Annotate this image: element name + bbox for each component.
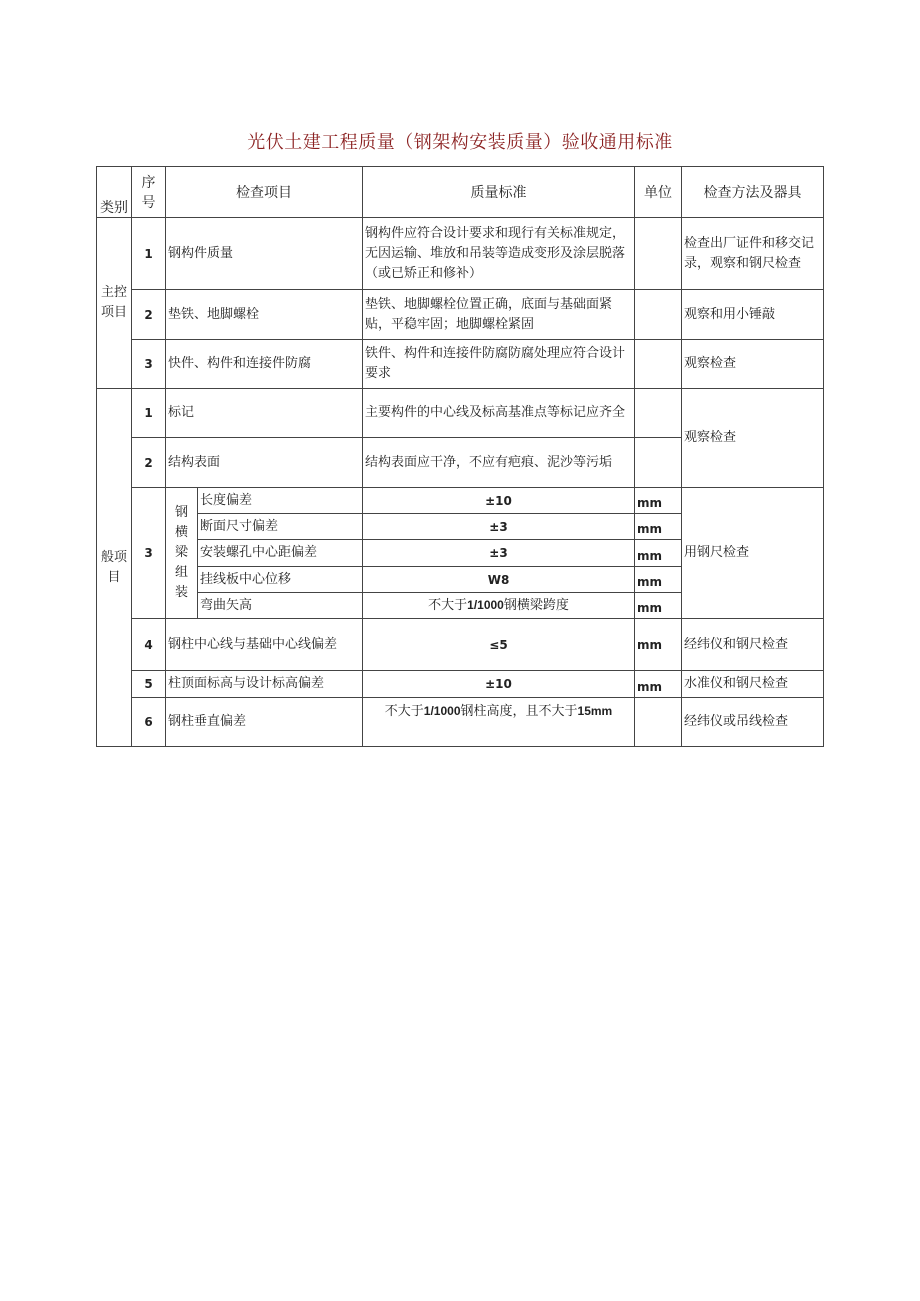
sub-item-cell: 长度偏差 bbox=[198, 488, 363, 514]
unit-cell: mm bbox=[635, 671, 682, 698]
seq-cell: 3 bbox=[132, 340, 166, 389]
sub-item-cell: 弯曲矢高 bbox=[198, 593, 363, 619]
item-cell: 垫铁、地脚螺栓 bbox=[166, 290, 363, 340]
unit-cell: mm bbox=[635, 567, 682, 593]
header-unit: 单位 bbox=[635, 167, 682, 218]
unit-cell: mm bbox=[635, 488, 682, 514]
table-row bbox=[97, 698, 824, 747]
item-cell: 快件、构件和连接件防腐 bbox=[166, 340, 363, 389]
unit-cell bbox=[635, 218, 682, 290]
standard-cell bbox=[363, 698, 635, 747]
unit-cell bbox=[635, 340, 682, 389]
table-row bbox=[97, 218, 824, 290]
header-item: 检查项目 bbox=[166, 167, 363, 218]
unit-cell bbox=[635, 290, 682, 340]
category-main bbox=[97, 218, 132, 389]
document-title: 光伏土建工程质量（钢架构安装质量）验收通用标准 bbox=[247, 132, 673, 153]
standard-cell: 铁件、构件和连接件防腐防腐处理应符合设计要求 bbox=[363, 340, 635, 389]
standard-cell: 结构表面应干净，不应有疤痕、泥沙等污垢 bbox=[363, 438, 635, 488]
item-cell: 柱顶面标高与设计标高偏差 bbox=[166, 671, 363, 698]
standard-cell: 垫铁、地脚螺栓位置正确，底面与基础面紧贴，平稳牢固；地脚螺栓紧固 bbox=[363, 290, 635, 340]
method-cell: 观察和用小锤敲 bbox=[682, 290, 824, 340]
item-cell: 标记 bbox=[166, 389, 363, 438]
item-cell: 结构表面 bbox=[166, 438, 363, 488]
standard-text: 钢柱高度，且不大于 bbox=[460, 704, 578, 719]
item-cell: 钢柱垂直偏差 bbox=[166, 698, 363, 747]
unit-cell bbox=[635, 438, 682, 488]
seq-cell: 2 bbox=[132, 438, 166, 488]
standard-cell: ≤5 bbox=[363, 619, 635, 671]
category-general-line1: 般项 bbox=[100, 549, 127, 565]
header-seq-top: 序 bbox=[141, 174, 156, 190]
sub-item-cell: 挂线板中心位移 bbox=[198, 567, 363, 593]
seq-cell: 2 bbox=[132, 290, 166, 340]
header-method: 检查方法及器具 bbox=[682, 167, 824, 218]
seq-cell: 6 bbox=[132, 698, 166, 747]
unit-cell bbox=[635, 698, 682, 747]
group-char: 装 bbox=[174, 585, 188, 600]
method-cell: 水准仪和钢尺检查 bbox=[682, 671, 824, 698]
standard-number: 15mm bbox=[577, 704, 613, 718]
unit-cell bbox=[635, 389, 682, 438]
method-cell: 检查出厂证件和移交记录，观察和钢尺检查 bbox=[682, 218, 824, 290]
category-general-line2: 目 bbox=[107, 569, 121, 585]
sub-item-cell: 安装螺孔中心距偏差 bbox=[198, 540, 363, 567]
table-row bbox=[97, 290, 824, 340]
method-cell: 经纬仪或吊线检查 bbox=[682, 698, 824, 747]
method-cell: 用钢尺检查 bbox=[682, 488, 824, 619]
method-cell: 经纬仪和钢尺检查 bbox=[682, 619, 824, 671]
group-char: 钢 bbox=[174, 505, 188, 520]
acceptance-standard-table bbox=[96, 166, 824, 747]
category-general bbox=[97, 389, 132, 747]
standard-number: 1/1000 bbox=[467, 598, 504, 612]
category-main-line2: 项目 bbox=[100, 305, 127, 320]
seq-cell: 5 bbox=[132, 671, 166, 698]
sub-standard-cell: W8 bbox=[363, 567, 635, 593]
method-cell: 观察检查 bbox=[682, 389, 824, 488]
table-row bbox=[97, 671, 824, 698]
table-row bbox=[97, 389, 824, 438]
standard-cell: 钢构件应符合设计要求和现行有关标准规定，无因运输、堆放和吊装等造成变形及涂层脱落（或已矫正和修补） bbox=[363, 218, 635, 290]
unit-cell: mm bbox=[635, 593, 682, 619]
header-seq bbox=[132, 167, 166, 218]
sub-standard-cell bbox=[363, 593, 635, 619]
standard-text: 钢横梁跨度 bbox=[503, 598, 569, 613]
standard-cell: ±10 bbox=[363, 671, 635, 698]
unit-cell: mm bbox=[635, 619, 682, 671]
seq-cell: 3 bbox=[132, 488, 166, 619]
group-char: 横 bbox=[174, 525, 188, 540]
table-row bbox=[97, 340, 824, 389]
standard-text: 不大于 bbox=[428, 598, 468, 613]
sub-item-cell: 断面尺寸偏差 bbox=[198, 514, 363, 540]
header-standard: 质量标准 bbox=[363, 167, 635, 218]
standard-number: 1/1000 bbox=[423, 704, 461, 718]
standard-cell: 主要构件的中心线及标高基准点等标记应齐全 bbox=[363, 389, 635, 438]
seq-cell: 4 bbox=[132, 619, 166, 671]
method-cell: 观察检查 bbox=[682, 340, 824, 389]
sub-standard-cell: ±3 bbox=[363, 514, 635, 540]
item-cell: 钢柱中心线与基础中心线偏差 bbox=[166, 619, 363, 671]
table-row bbox=[97, 619, 824, 671]
header-category: 类别 bbox=[97, 167, 132, 218]
item-cell: 钢构件质量 bbox=[166, 218, 363, 290]
group-char: 梁 bbox=[174, 545, 188, 560]
sub-standard-cell: ±10 bbox=[363, 488, 635, 514]
table-header-row bbox=[97, 167, 824, 218]
unit-cell: mm bbox=[635, 514, 682, 540]
group-label-steel-beam-assembly bbox=[166, 488, 198, 619]
seq-cell: 1 bbox=[132, 218, 166, 290]
standard-text: 不大于 bbox=[384, 704, 424, 719]
unit-cell: mm bbox=[635, 540, 682, 567]
category-main-line1: 主控 bbox=[100, 285, 127, 300]
header-seq-bottom: 号 bbox=[141, 194, 156, 210]
sub-standard-cell: ±3 bbox=[363, 540, 635, 567]
table-row bbox=[97, 488, 824, 514]
group-char: 组 bbox=[174, 565, 188, 580]
seq-cell: 1 bbox=[132, 389, 166, 438]
